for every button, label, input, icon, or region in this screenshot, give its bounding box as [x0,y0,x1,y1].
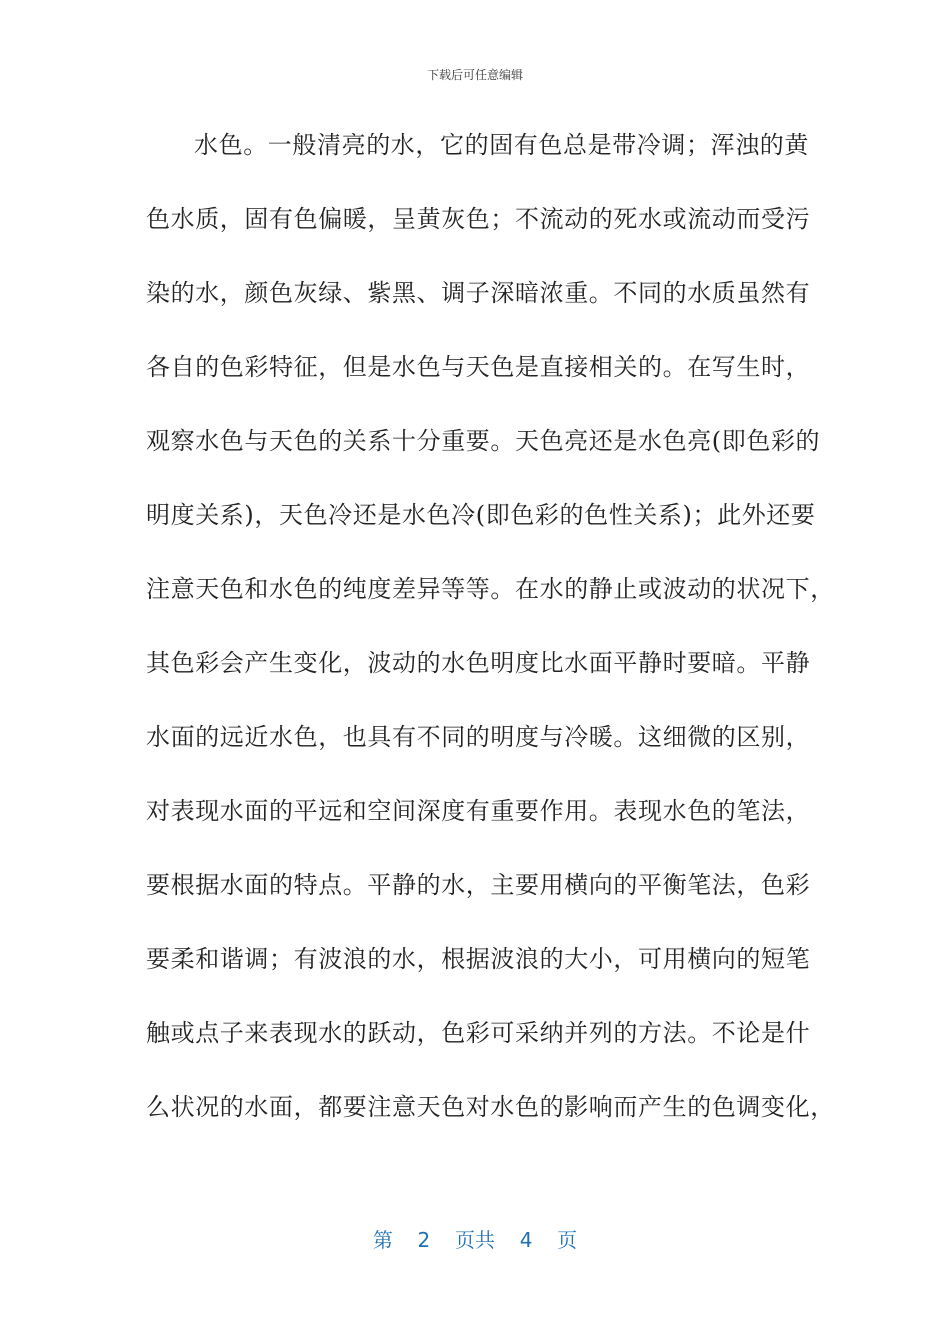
text-line: 色水质，固有色偏暖，呈黄灰色；不流动的死水或流动而受污 [146,205,811,233]
body-text [146,124,835,1160]
footer-total-pages: 4 [519,1228,533,1252]
text-line: 水色。一般清亮的水，它的固有色总是带冷调；浑浊的黄 [194,131,809,159]
text-line: 各自的色彩特征，但是水色与天色是直接相关的。在写生时， [146,353,811,381]
page-footer [0,1224,950,1253]
footer-middle: 页共 [455,1228,495,1252]
text-line: 明度关系)，天色冷还是水色冷(即色彩的色性关系)；此外还要 [146,501,816,529]
text-line: 其色彩会产生变化，波动的水色明度比水面平静时要暗。平静 [146,649,811,677]
text-line: 对表现水面的平远和空间深度有重要作用。表现水色的笔法， [146,797,811,825]
text-line: 触或点子来表现水的跃动，色彩可采纳并列的方法。不论是什 [146,1019,811,1047]
footer-current-page: 2 [417,1228,431,1252]
text-line: 么状况的水面，都要注意天色对水色的影响而产生的色调变化， [146,1093,835,1121]
text-line: 注意天色和水色的纯度差异等等。在水的静止或波动的状况下， [146,575,835,603]
text-line: 观察水色与天色的关系十分重要。天色亮还是水色亮(即色彩的 [146,427,821,455]
text-line: 染的水，颜色灰绿、紫黑、调子深暗浓重。不同的水质虽然有 [146,279,811,307]
text-line: 水面的远近水色，也具有不同的明度与冷暖。这细微的区别， [146,723,811,751]
text-line: 要柔和谐调；有波浪的水，根据波浪的大小，可用横向的短笔 [146,945,811,973]
footer-suffix: 页 [557,1228,578,1252]
text-line: 要根据水面的特点。平静的水，主要用横向的平衡笔法，色彩 [146,871,811,899]
footer-prefix: 第 [372,1228,393,1252]
page-header: 下载后可任意编辑 [426,68,523,82]
